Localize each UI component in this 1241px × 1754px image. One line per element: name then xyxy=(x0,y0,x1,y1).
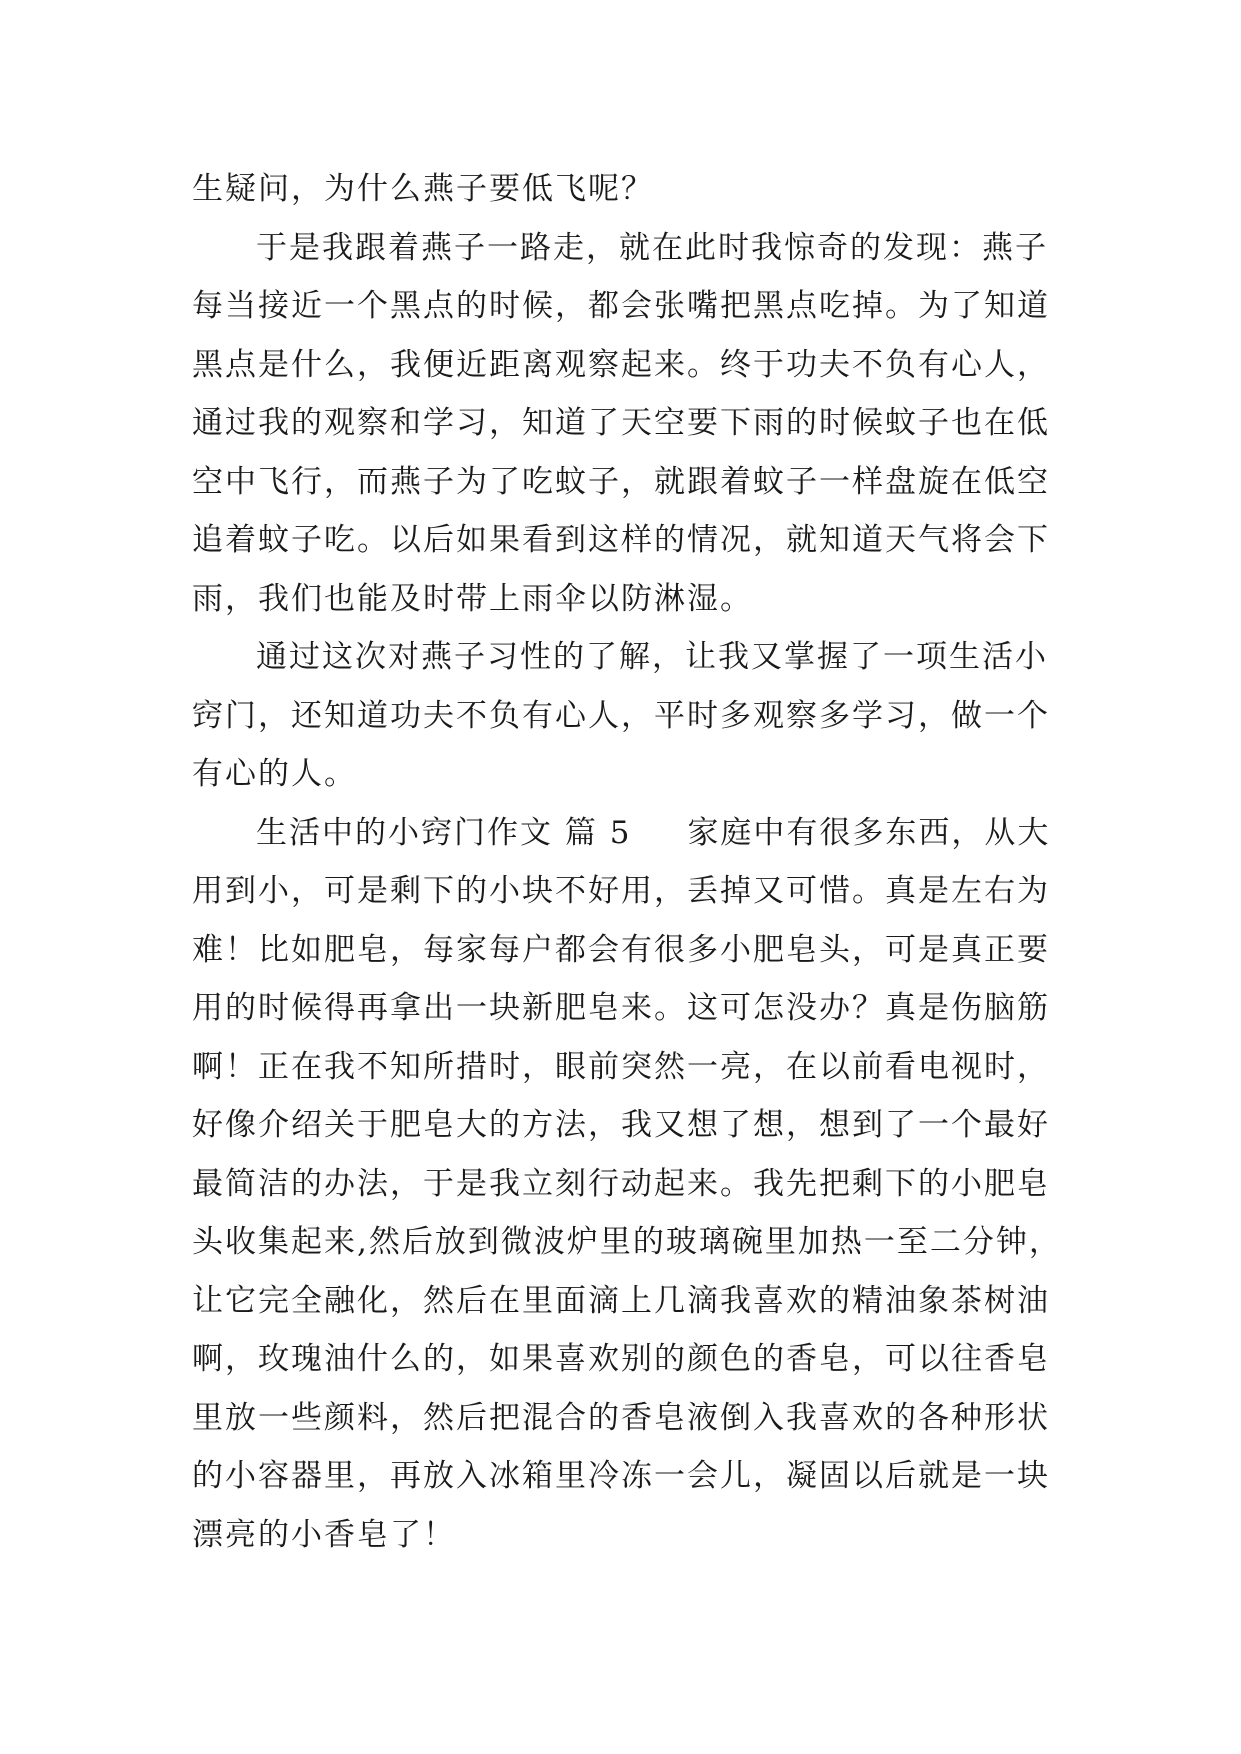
text-line: 每当接近一个黑点的时候，都会张嘴把黑点吃掉。为了知道 xyxy=(192,288,1050,324)
text-line: 里放一些颜料，然后把混合的香皂液倒入我喜欢的各种形状 xyxy=(192,1399,1050,1436)
paragraph-start-line: 于是我跟着燕子一路走，就在此时我惊奇的发现：燕子 xyxy=(256,229,1048,266)
text-line: 漂亮的小香皂了！ xyxy=(192,1516,456,1553)
text-line: 空中飞行，而燕子为了吃蚊子，就跟着蚊子一样盘旋在低空 xyxy=(192,463,1050,500)
text-line: 追着蚊子吃。以后如果看到这样的情况，就知道天气将会下 xyxy=(192,522,1050,558)
text-line: 让它完全融化，然后在里面滴上几滴我喜欢的精油象茶树油 xyxy=(192,1282,1050,1319)
text-line: 好像介绍关于肥皂大的方法，我又想了想，想到了一个最好 xyxy=(192,1107,1050,1143)
text-line: 黑点是什么，我便近距离观察起来。终于功夫不负有心人， xyxy=(192,346,1050,383)
section-heading: 生活中的小窍门作文 篇 5 xyxy=(256,814,632,851)
text-line: 头收集起来,然后放到微波炉里的玻璃碗里加热一至二分钟， xyxy=(192,1224,1062,1260)
paragraph-start-line: 通过这次对燕子习性的了解，让我又掌握了一项生活小 xyxy=(256,639,1048,675)
text-line: 啊！正在我不知所措时，眼前突然一亮，在以前看电视时， xyxy=(192,1048,1050,1085)
text-line: 难！比如肥皂，每家每户都会有很多小肥皂头，可是真正要 xyxy=(192,931,1050,968)
section-first-text: 家庭中有很多东西，从大 xyxy=(687,814,1051,851)
text-line: 的小容器里，再放入冰箱里冷冻一会儿，凝固以后就是一块 xyxy=(192,1458,1050,1494)
text-line: 用到小，可是剩下的小块不好用，丢掉又可惜。真是左右为 xyxy=(192,873,1050,909)
section-heading-line xyxy=(192,804,1072,863)
text-line: 啊，玫瑰油什么的，如果喜欢别的颜色的香皂，可以往香皂 xyxy=(192,1341,1050,1377)
text-line: 最简洁的办法，于是我立刻行动起来。我先把剩下的小肥皂 xyxy=(192,1165,1050,1202)
document-body xyxy=(192,160,1072,1564)
text-line: 通过我的观察和学习，知道了天空要下雨的时候蚊子也在低 xyxy=(192,405,1050,441)
text-line: 有心的人。 xyxy=(192,756,357,792)
text-line: 窍门，还知道功夫不负有心人，平时多观察多学习，做一个 xyxy=(192,697,1050,734)
text-line: 雨，我们也能及时带上雨伞以防淋湿。 xyxy=(192,580,753,617)
text-line: 生疑问，为什么燕子要低飞呢？ xyxy=(192,171,654,207)
text-line: 用的时候得再拿出一块新肥皂来。这可怎没办？真是伤脑筋 xyxy=(192,990,1050,1026)
